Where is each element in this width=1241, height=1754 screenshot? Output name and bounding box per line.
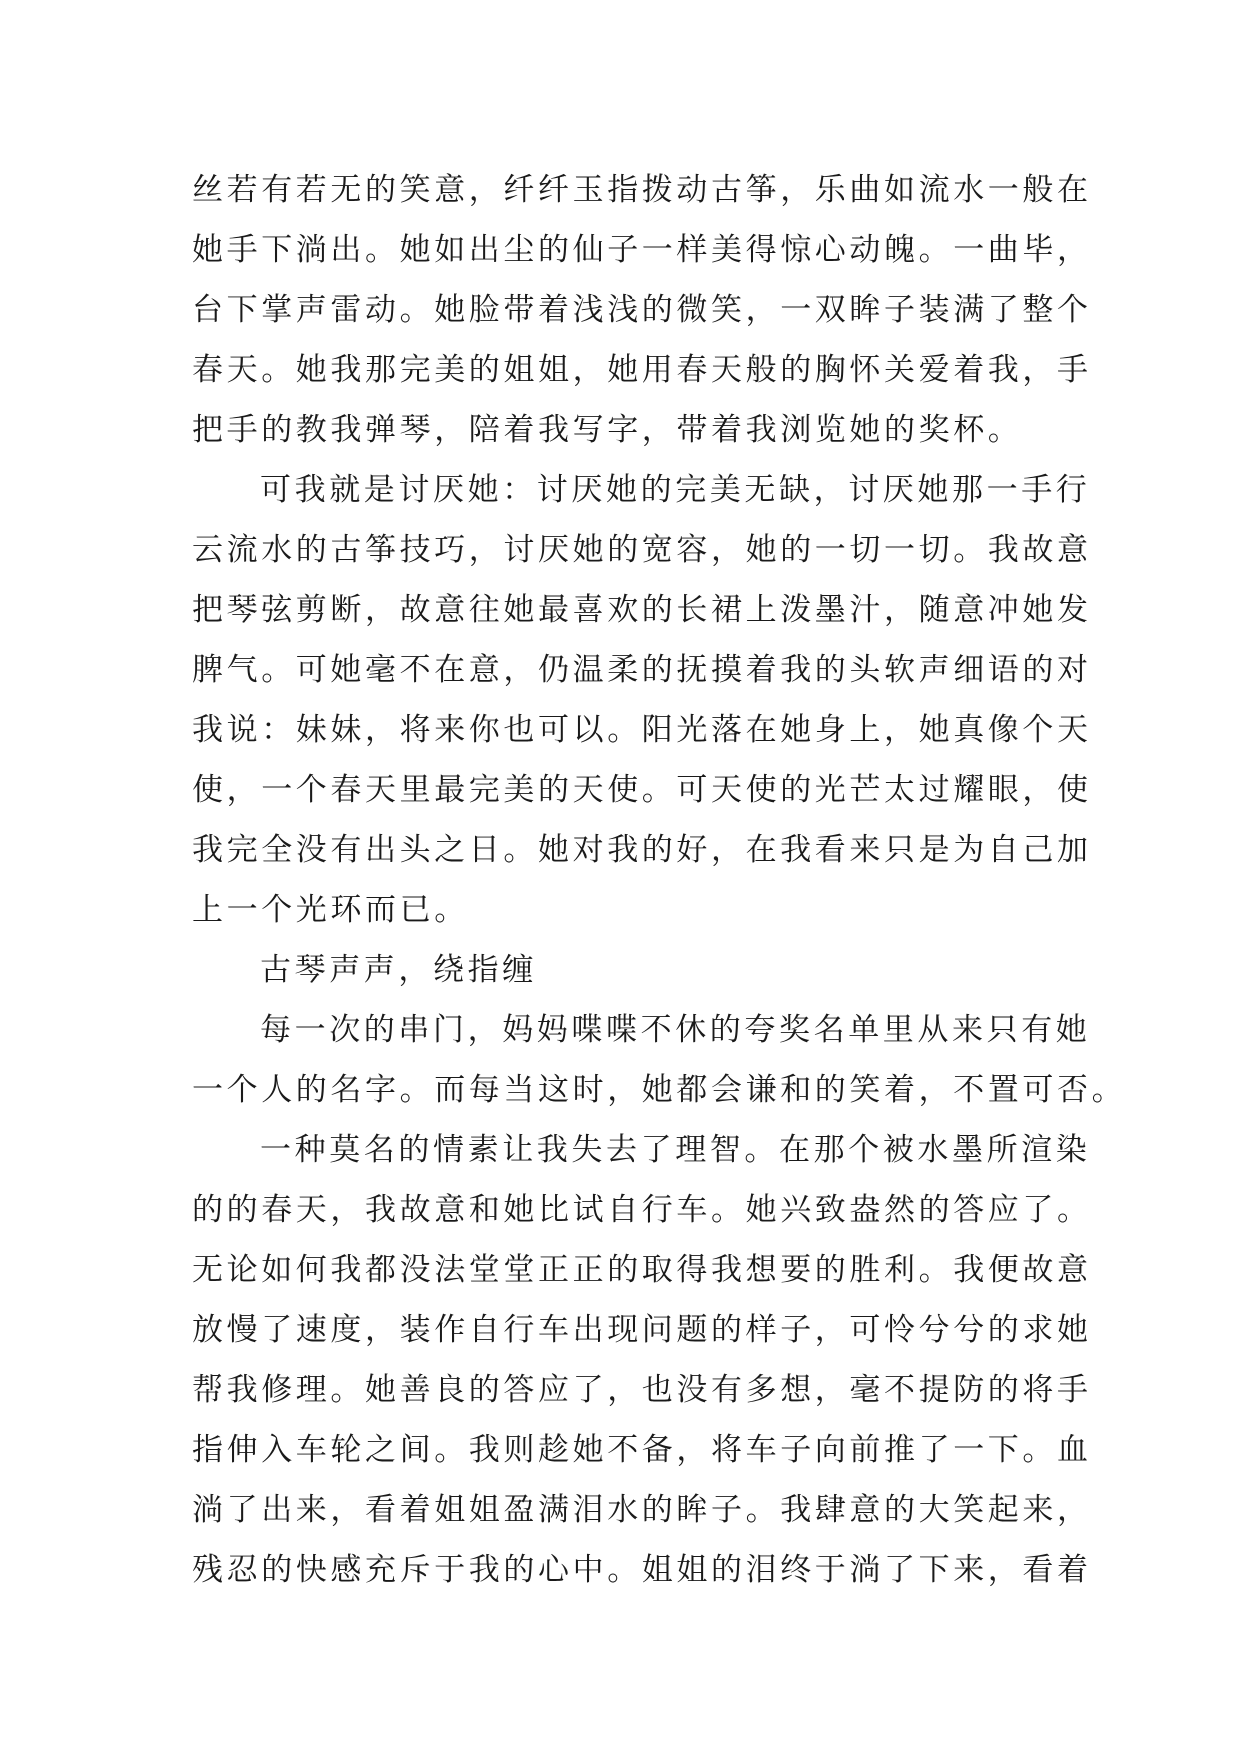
text-line: 的的春天，我故意和她比试自行车。她兴致盎然的答应了。 [192,1192,1092,1228]
text-line: 我完全没有出头之日。她对我的好，在我看来只是为自己加 [192,832,1092,868]
text-line: 帮我修理。她善良的答应了，也没有多想，毫不提防的将手 [192,1372,1092,1408]
text-line: 指伸入车轮之间。我则趁她不备，将车子向前推了一下。血 [192,1432,1092,1468]
text-line: 她手下淌出。她如出尘的仙子一样美得惊心动魄。一曲毕， [192,232,1092,268]
text-line: 一种莫名的情素让我失去了理智。在那个被水墨所渲染 [260,1132,1091,1168]
text-line: 脾气。可她毫不在意，仍温柔的抚摸着我的头软声细语的对 [192,652,1092,688]
body-text [192,160,1127,1600]
text-line: 每一次的串门，妈妈喋喋不休的夸奖名单里从来只有她 [260,1012,1091,1048]
text-line: 放慢了速度，装作自行车出现问题的样子，可怜兮兮的求她 [192,1312,1092,1348]
text-line: 丝若有若无的笑意，纤纤玉指拨动古筝，乐曲如流水一般在 [192,172,1092,208]
text-line: 云流水的古筝技巧，讨厌她的宽容，她的一切一切。我故意 [192,532,1092,568]
text-line: 残忍的快感充斥于我的心中。姐姐的泪终于淌了下来，看着 [192,1552,1092,1588]
text-line: 把手的教我弹琴，陪着我写字，带着我浏览她的奖杯。 [192,412,1023,448]
text-line: 使，一个春天里最完美的天使。可天使的光芒太过耀眼，使 [192,772,1092,808]
text-line: 一个人的名字。而每当这时，她都会谦和的笑着，不置可否。 [192,1072,1127,1108]
text-line: 我说：妹妹，将来你也可以。阳光落在她身上，她真像个天 [192,712,1092,748]
text-line: 古琴声声，绕指缠 [260,952,537,988]
text-line: 淌了出来，看着姐姐盈满泪水的眸子。我肆意的大笑起来， [192,1492,1092,1528]
text-line: 可我就是讨厌她：讨厌她的完美无缺，讨厌她那一手行 [260,472,1091,508]
text-line: 上一个光环而已。 [192,892,469,928]
text-line: 台下掌声雷动。她脸带着浅浅的微笑，一双眸子装满了整个 [192,292,1092,328]
text-line: 无论如何我都没法堂堂正正的取得我想要的胜利。我便故意 [192,1252,1092,1288]
text-line: 春天。她我那完美的姐姐，她用春天般的胸怀关爱着我，手 [192,352,1092,388]
text-line: 把琴弦剪断，故意往她最喜欢的长裙上泼墨汁，随意冲她发 [192,592,1092,628]
